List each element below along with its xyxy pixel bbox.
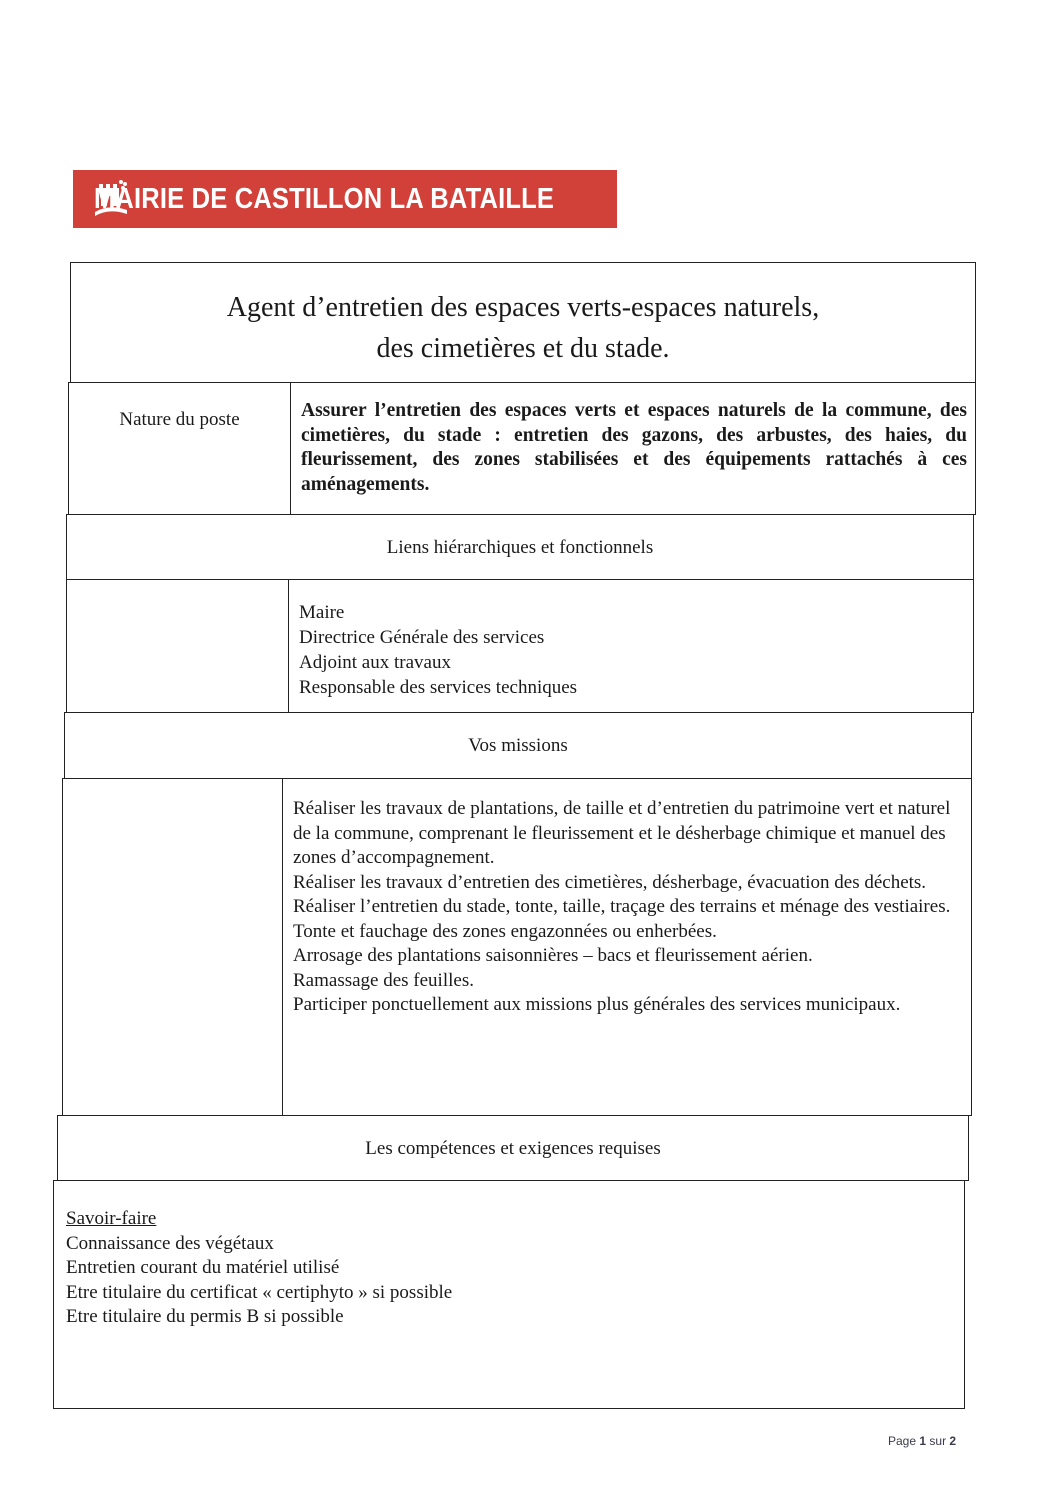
competences-row [53, 1180, 965, 1409]
job-title-line1: Agent d’entretien des espaces verts-espaces naturels, [226, 292, 820, 323]
castle-icon [73, 170, 90, 228]
list-item: Ramassage des feuilles. [293, 969, 474, 991]
list-item: Réaliser les travaux de plantations, de taille et d’entretien du patrimoine vert et naturel de la commune, comprenant le fleurissement et le désherbage chimique et manuel des zones d’accompagnement. [293, 798, 951, 868]
list-item: Connaissance des végétaux [66, 1232, 274, 1254]
list-item: Etre titulaire du permis B si possible [66, 1306, 344, 1327]
page-current: 1 [919, 1434, 927, 1448]
nature-label: Nature du poste [69, 383, 291, 514]
page-total: 2 [949, 1434, 957, 1448]
section-header-liens [66, 514, 974, 580]
nature-description: Assurer l’entretien des espaces verts et espaces naturels de la commune, des cimetières, du stade : entretien des gazons, des arbustes, des haies, du fleurissement, des zones stabilisées et des équipements rattachés à ces aménagements. [301, 400, 967, 495]
list-item: Maire [299, 602, 345, 623]
missions-empty-cell [63, 779, 283, 1115]
section-header-competences [57, 1115, 969, 1181]
list-item: Arrosage des plantations saisonnières – bacs et fleurissement aérien. [293, 945, 813, 966]
list-item: Adjoint aux travaux [299, 652, 451, 673]
liens-empty-cell [67, 580, 289, 712]
page-prefix: Page [888, 1434, 917, 1448]
list-item: Directrice Générale des services [299, 627, 545, 648]
missions-list [293, 797, 951, 1018]
section-title-missions: Vos missions [468, 735, 568, 756]
list-item: Tonte et fauchage des zones engazonnées ou enherbées. [293, 920, 717, 942]
list-item: Participer ponctuellement aux missions plus générales des services municipaux. [293, 994, 901, 1015]
section-title-competences: Les compétences et exigences requises [365, 1138, 661, 1159]
job-title [71, 263, 975, 369]
list-item: Réaliser les travaux d’entretien des cimetières, désherbage, évacuation des déchets. [293, 871, 927, 893]
job-title-line2: des cimetières et du stade. [376, 333, 670, 364]
list-item: Entretien courant du matériel utilisé [66, 1257, 340, 1278]
liens-row [66, 579, 974, 713]
page-number [888, 1434, 956, 1448]
competences-list [66, 1207, 452, 1330]
list-item: Responsable des services techniques [299, 677, 578, 698]
page-sep: sur [929, 1434, 947, 1448]
list-item: Etre titulaire du certificat « certiphyto » si possible [66, 1281, 453, 1303]
section-header-missions [64, 712, 972, 779]
job-title-box [70, 262, 976, 382]
nature-row [68, 382, 976, 515]
list-item: Réaliser l’entretien du stade, tonte, taille, traçage des terrains et ménage des vestiaires. [293, 896, 951, 917]
missions-row [62, 778, 972, 1116]
savoir-faire-heading: Savoir-faire [66, 1208, 157, 1229]
section-title-liens: Liens hiérarchiques et fonctionnels [386, 537, 654, 558]
organization-name: MAIRIE DE CASTILLON LA BATAILLE [94, 182, 555, 215]
header-logo-banner [73, 170, 617, 228]
liens-list [299, 600, 577, 700]
